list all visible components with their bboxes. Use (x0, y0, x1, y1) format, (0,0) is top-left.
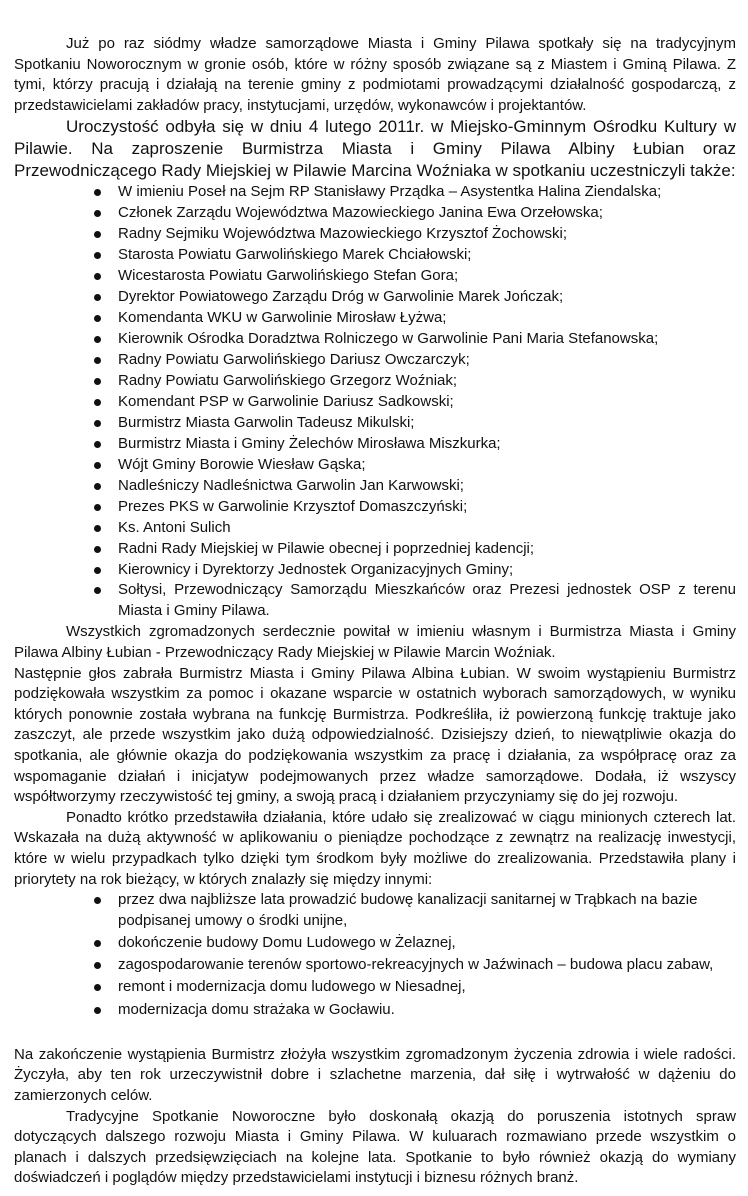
bullet-icon (94, 587, 101, 594)
bullet-icon (94, 984, 101, 991)
speech-paragraph: Następnie głos zabrała Burmistrz Miasta i Gminy Pilawa Albina Łubian. W swoim wystąpieniu Burmistrz podziękowała wszystkim za pomoc i okazane wsparcie w ostatnich wyborach samorządowych, w wyniku których ponownie została wybrana na funkcję Burmistrza. Podkreśliła, iż powierzoną funkcję traktuje jako zaszczyt, ale przede wszystkim jako dużą odpowiedzialność. Dzisiejszy dzień, to niewątpliwie okazja do spotkania, ale głównie okazja do podziękowania wszystkim za pracę i działania, za współpracę oraz za wspomaganie działań i inicjatyw podejmowanych przez władze samorządowe. Dodała, iż wszyscy współtworzymy rzeczywistość tej gminy, a swoją pracą i działaniem przyczyniamy się do jej rozwoju. (14, 664, 736, 806)
bullet-icon (94, 399, 101, 406)
bullet-icon (94, 378, 101, 385)
bullet-icon (94, 525, 101, 532)
guest-list-item: Dyrektor Powiatowego Zarządu Dróg w Garwolinie Marek Jończak; (14, 287, 736, 308)
bullet-icon (94, 441, 101, 448)
guest-list-item: Kierownik Ośrodka Doradztwa Rolniczego w Garwolinie Pani Maria Stefanowska; (14, 329, 736, 350)
guest-list-item: Nadleśniczy Nadleśnictwa Garwolin Jan Karwowski; (14, 476, 736, 497)
guest-list-item: Sołtysi, Przewodniczący Samorządu Mieszkańców oraz Prezesi jednostek OSP z terenu Miasta i Gminy Pilawa. (14, 580, 736, 622)
guest-list-item: Radni Rady Miejskiej w Pilawie obecnej i poprzedniej kadencji; (14, 539, 736, 560)
guest-list-item: Członek Zarządu Województwa Mazowieckiego Janina Ewa Orzełowska; (14, 203, 736, 224)
bullet-icon (94, 315, 101, 322)
guest-list-item: Burmistrz Miasta i Gminy Żelechów Mirosława Miszkurka; (14, 434, 736, 455)
bullet-icon (94, 336, 101, 343)
bullet-icon (94, 252, 101, 259)
bullet-icon (94, 546, 101, 553)
ceremony-paragraph: Uroczystość odbyła się w dniu 4 lutego 2011r. w Miejsko-Gminnym Ośrodku Kultury w Pilawie. Na zaproszenie Burmistrza Miasta i Gminy Pilawa Albiny Łubian oraz Przewodniczącego Rady Miejskiej w Pilawie Marcina Woźniaka w spotkaniu uczestniczyli także: (14, 117, 736, 181)
bullet-icon (94, 189, 101, 196)
guest-list-item: Burmistrz Miasta Garwolin Tadeusz Mikulski; (14, 413, 736, 434)
guest-list-item: Radny Sejmiku Województwa Mazowieckiego Krzysztof Żochowski; (14, 224, 736, 245)
bullet-icon (94, 962, 101, 969)
guest-list-item: Radny Powiatu Garwolińskiego Grzegorz Woźniak; (14, 371, 736, 392)
bullet-icon (94, 462, 101, 469)
guest-list-item: Komendant PSP w Garwolinie Dariusz Sadkowski; (14, 392, 736, 413)
bullet-icon (94, 504, 101, 511)
bullet-icon (94, 294, 101, 301)
paragraph-spacer (14, 1022, 736, 1045)
wishes-paragraph: Na zakończenie wystąpienia Burmistrz złożyła wszystkim zgromadzonym życzenia zdrowia i wiele radości. Życzyła, aby ten rok urzeczywistnił dobre i szlachetne marzenia, dał siłę i wytrwałość w dążeniu do zamierzonych celów. (14, 1045, 736, 1105)
bullet-icon (94, 231, 101, 238)
priority-list-item: zagospodarowanie terenów sportowo-rekreacyjnych w Jaźwinach – budowa placu zabaw, (14, 955, 736, 976)
bullet-icon (94, 1007, 101, 1014)
bullet-icon (94, 357, 101, 364)
bullet-icon (94, 940, 101, 947)
guest-list-item: Starosta Powiatu Garwolińskiego Marek Chciałowski; (14, 245, 736, 266)
closing-paragraph: Tradycyjne Spotkanie Noworoczne było doskonałą okazją do poruszenia istotnych spraw dotyczących dalszego rozwoju Miasta i Gminy Pilawa. W kuluarach rozmawiano przede wszystkim o planach i dalszych przedsięwzięciach na kolejne lata. Spotkanie to było również okazją do wymiany doświadczeń i poglądów między przedstawicielami instytucji i biznesu różnych branż. (14, 1107, 736, 1187)
priority-list-item: przez dwa najbliższe lata prowadzić budowę kanalizacji sanitarnej w Trąbkach na bazie podpisanej umowy o środki unijne, (14, 890, 736, 932)
bullet-icon (94, 210, 101, 217)
guest-list-item: Radny Powiatu Garwolińskiego Dariusz Owczarczyk; (14, 350, 736, 371)
summary-paragraph: Ponadto krótko przedstawiła działania, które udało się zrealizować w ciągu minionych czterech lat. Wskazała na dużą aktywność w aplikowaniu o pieniądze pochodzące z zewnątrz na realizację inwestycji, które w wielu przypadkach tylko dzięki tym środkom były możliwe do zrealizowania. Przedstawiła plany i priorytety na rok bieżący, w których znalazły się między innymi: (14, 808, 736, 888)
priority-list-item: modernizacja domu strażaka w Gocławiu. (14, 1000, 736, 1021)
bullet-icon (94, 897, 101, 904)
guest-list-item: Ks. Antoni Sulich (14, 518, 736, 539)
priorities-list (14, 890, 736, 1020)
guest-list-item: Prezes PKS w Garwolinie Krzysztof Domaszczyński; (14, 497, 736, 518)
guest-list-item: Wicestarosta Powiatu Garwolińskiego Stefan Gora; (14, 266, 736, 287)
priority-list-item: remont i modernizacja domu ludowego w Niesadnej, (14, 977, 736, 998)
guest-list-item: W imieniu Poseł na Sejm RP Stanisławy Prządka – Asystentka Halina Ziendalska; (14, 182, 736, 203)
guest-list (14, 182, 736, 622)
bullet-icon (94, 273, 101, 280)
guest-list-item: Wójt Gminy Borowie Wiesław Gąska; (14, 455, 736, 476)
bullet-icon (94, 483, 101, 490)
guest-list-item: Kierownicy i Dyrektorzy Jednostek Organizacyjnych Gminy; (14, 560, 736, 581)
welcome-paragraph: Wszystkich zgromadzonych serdecznie powitał w imieniu własnym i Burmistrza Miasta i Gminy Pilawa Albiny Łubian - Przewodniczący Rady Miejskiej w Pilawie Marcin Woźniak. (14, 623, 736, 661)
intro-paragraph: Już po raz siódmy władze samorządowe Miasta i Gminy Pilawa spotkały się na tradycyjnym Spotkaniu Noworocznym w gronie osób, które w różny sposób związane są z Miastem i Gminą Pilawa. Z tymi, którzy pracują i działają na terenie gminy z podmiotami prowadzącymi działalność gospodarczą, z przedstawicielami zakładów pracy, instytucjami, urzędów, wykonawców i projektantów. (14, 35, 736, 114)
priority-list-item: dokończenie budowy Domu Ludowego w Żelaznej, (14, 933, 736, 954)
guest-list-item: Komendanta WKU w Garwolinie Mirosław Łyżwa; (14, 308, 736, 329)
bullet-icon (94, 567, 101, 574)
bullet-icon (94, 420, 101, 427)
